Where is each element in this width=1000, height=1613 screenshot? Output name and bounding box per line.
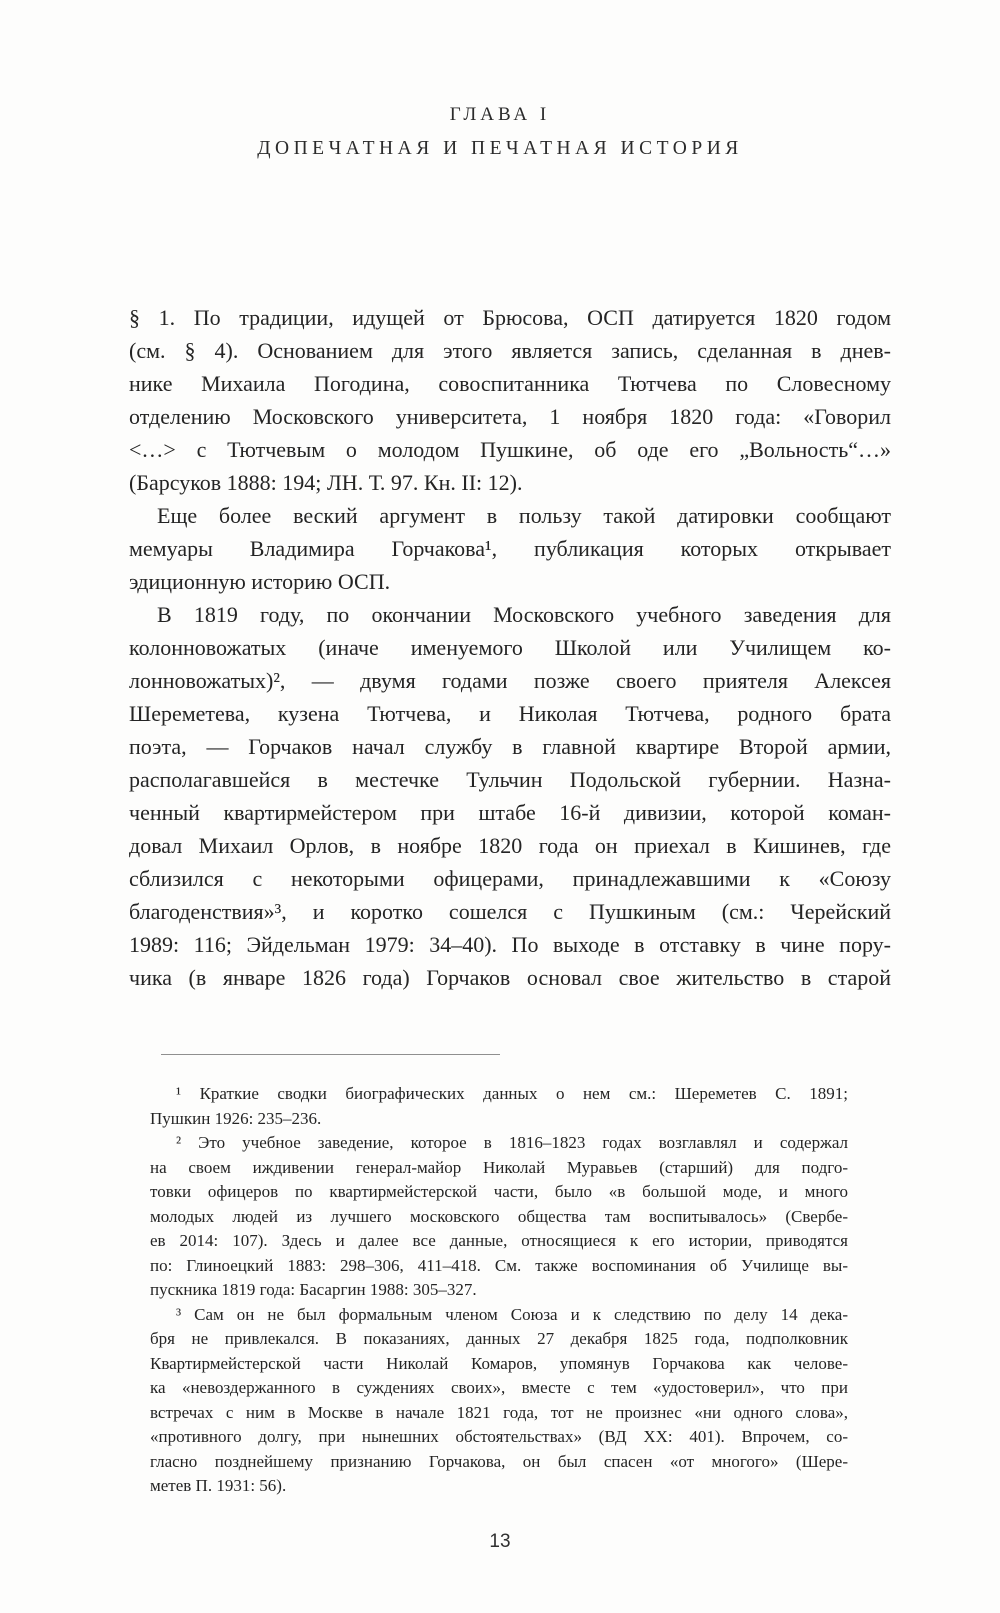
footnote-line: метев П. 1931: 56). bbox=[150, 1476, 287, 1495]
paragraph-line: отделению Московского университета, 1 ноября 1820 года: «Говорил bbox=[129, 404, 891, 429]
footnote-line: ¹ Краткие сводки биографических данных о нем см.: Шереметев С. 1891; bbox=[176, 1084, 848, 1103]
paragraph-line: довал Михаил Орлов, в ноябре 1820 года он приехал в Кишинев, где bbox=[129, 833, 891, 858]
footnote-line: молодых людей из лучшего московского общества там воспитывалось» (Свербе- bbox=[150, 1206, 848, 1226]
paragraph bbox=[129, 598, 891, 994]
paragraph-line: эдиционную историю ОСП. bbox=[129, 569, 391, 594]
footnote-line: ³ Сам он не был формальным членом Союза и к следствию по делу 14 дека- bbox=[176, 1304, 848, 1324]
paragraph-line: поэта, — Горчаков начал службу в главной квартире Второй армии, bbox=[129, 734, 891, 759]
footnote bbox=[150, 1303, 848, 1499]
chapter-heading: ГЛАВА I bbox=[449, 104, 551, 125]
footnote-line: Пушкин 1926: 235–236. bbox=[150, 1108, 322, 1128]
footnote-line: ев 2014: 107). Здесь и далее все данные, относящиеся к его истории, приводятся bbox=[150, 1231, 848, 1250]
paragraph bbox=[129, 301, 891, 499]
paragraph-line: <…> с Тютчевым о молодом Пушкине, об оде его „Вольность“…» bbox=[129, 437, 891, 462]
paragraph-line: Еще более веский аргумент в пользу такой датировки сообщают bbox=[157, 503, 891, 528]
paragraph-line: благоденствия»³, и коротко сошелся с Пушкиным (см.: Черейский bbox=[129, 899, 891, 924]
chapter-title: ДОПЕЧАТНАЯ И ПЕЧАТНАЯ ИСТОРИЯ bbox=[257, 138, 743, 159]
paragraph-line: 1989: 116; Эйдельман 1979: 34–40). По выходе в отставку в чине пору- bbox=[129, 932, 891, 957]
footnote bbox=[150, 1082, 848, 1131]
paragraph-line: колонновожатых (иначе именуемого Школой или Училищем ко- bbox=[129, 635, 891, 660]
paragraph-line: Шереметева, кузена Тютчева, и Николая Тютчева, родного брата bbox=[129, 701, 891, 726]
footnotes bbox=[150, 1082, 848, 1499]
paragraph-line: (Барсуков 1888: 194; ЛН. Т. 97. Кн. II: 12). bbox=[129, 470, 523, 495]
paragraph-line: § 1. По традиции, идущей от Брюсова, ОСП датируется 1820 годом bbox=[129, 305, 891, 330]
page-number: 13 bbox=[489, 1531, 511, 1552]
footnote-line: встречах с ним в Москве в начале 1821 года, тот не произнес «ни одного слова», bbox=[150, 1402, 848, 1422]
footnote-line: ка «невоздержанного в суждениях своих», вместе с тем «удостоверил», что при bbox=[150, 1378, 848, 1397]
footnote-line: Квартирмейстерской части Николай Комаров, упомянув Горчакова как челове- bbox=[150, 1353, 848, 1373]
footnote-line: бря не привлекался. В показаниях, данных 27 декабря 1825 года, подполковник bbox=[150, 1329, 848, 1348]
footnote bbox=[150, 1131, 848, 1303]
paragraph-line: ченный квартирмейстером при штабе 16-й дивизии, которой коман- bbox=[129, 800, 891, 825]
footnote-separator bbox=[161, 1054, 500, 1055]
footnote-line: по: Глиноецкий 1883: 298–306, 411–418. См. также воспоминания об Училище вы- bbox=[150, 1255, 848, 1275]
footnote-line: «противного долгу, при нынешних обстоятельствах» (ВД XX: 401). Впрочем, со- bbox=[150, 1427, 848, 1446]
footnote-line: товки офицеров по квартирмейстерской части, было «в большой моде, и много bbox=[150, 1182, 848, 1201]
paragraph bbox=[129, 499, 891, 598]
paragraph-line: В 1819 году, по окончании Московского учебного заведения для bbox=[157, 602, 891, 627]
paragraph-line: нике Михаила Погодина, совоспитанника Тютчева по Словесному bbox=[129, 371, 891, 396]
paragraph-line: сблизился с некоторыми офицерами, принадлежавшими к «Союзу bbox=[129, 866, 891, 891]
footnote-line: пускника 1819 года: Басаргин 1988: 305–327. bbox=[150, 1280, 477, 1299]
paragraph-line: (см. § 4). Основанием для этого является запись, сделанная в днев- bbox=[129, 338, 891, 363]
footnote-line: на своем иждивении генерал-майор Николай Муравьев (старший) для подго- bbox=[150, 1157, 848, 1177]
paragraph-line: чика (в январе 1826 года) Горчаков основал свое жительство в старой bbox=[129, 965, 891, 990]
body-text bbox=[129, 301, 891, 994]
paragraph-line: располагавшейся в местечке Тульчин Подольской губернии. Назна- bbox=[129, 767, 891, 792]
footnote-line: ² Это учебное заведение, которое в 1816–1823 годах возглавлял и содержал bbox=[176, 1133, 848, 1152]
paragraph-line: мемуары Владимира Горчакова¹, публикация которых открывает bbox=[129, 536, 891, 561]
footnote-line: гласно позднейшему признанию Горчакова, он был спасен «от многого» (Шере- bbox=[150, 1451, 848, 1471]
paragraph-line: лонновожатых)², — двумя годами позже своего приятеля Алексея bbox=[129, 668, 891, 693]
